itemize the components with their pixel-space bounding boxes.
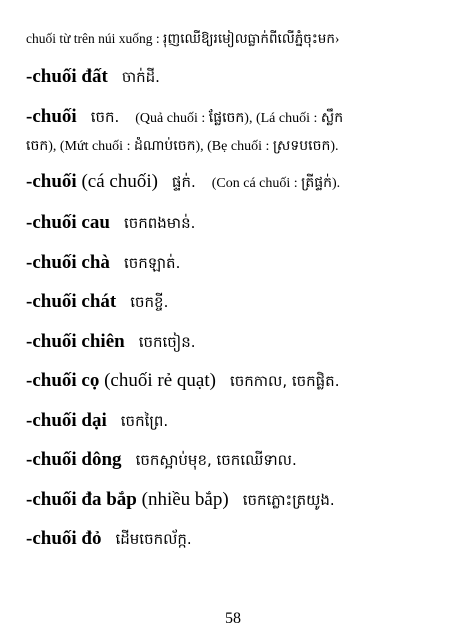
entry-chuoi-cau (26, 212, 450, 234)
example-note: ចេក), (Mứt chuối : ដំណាប់ចេក), (Bẹ chuối : ស្រទបចេក). (26, 138, 339, 154)
entry-continuation (26, 137, 450, 157)
translation: ចេកស្អាប់មុខ, ចេកឈើទាល. (135, 451, 297, 469)
headword: -chuối cọ (26, 370, 100, 391)
headword-variant: (chuối rẻ quạt) (104, 370, 216, 391)
entry-text: chuối từ trên núi xuống : រុញឈើឱ្យរមៀលធ្លាក់ពីលើភ្នំចុះមក› (26, 31, 340, 46)
translation: ចេកខ្ចី. (130, 293, 169, 311)
entry-chuoi-cha (26, 252, 450, 274)
headword: -chuối chát (26, 291, 117, 312)
headword: -chuối chiên (26, 330, 125, 352)
headword: -chuối chà (26, 251, 110, 273)
headword: -chuối đỏ (26, 528, 102, 549)
translation: ដើមចេកល័ក្ក. (115, 530, 192, 548)
continuation-line (26, 30, 450, 48)
headword-variant: (cá chuối) (81, 170, 158, 192)
example-note: (Quả chuối : ផ្លែចេក), (Lá chuối : ស្លឹក (135, 110, 344, 126)
entry-chuoi-dong (26, 449, 450, 471)
headword: -chuối đất (26, 66, 108, 87)
headword: -chuối (26, 105, 77, 127)
translation: ចាក់ដី. (121, 68, 160, 86)
headword: -chuối dại (26, 409, 107, 431)
translation: ផ្ទក់. (171, 172, 196, 191)
headword-variant: (nhiều bắp) (141, 488, 229, 510)
translation: ចេកពងមាន់. (123, 214, 196, 232)
translation: ចេក. (90, 107, 120, 126)
translation: ចេកឡាត់. (123, 253, 181, 272)
headword: -chuối cau (26, 212, 110, 233)
page-number: 58 (225, 610, 241, 627)
translation: ចេកកាល, ចេកផ្លិត. (229, 372, 340, 390)
entry-chuoi-ca-chuoi (26, 171, 450, 195)
translation: ចេកព្រៃ. (120, 411, 169, 430)
headword: -chuối dông (26, 449, 122, 470)
entry-chuoi-dat (26, 66, 450, 88)
entry-chuoi (26, 106, 450, 130)
entry-chuoi-do (26, 528, 450, 550)
entry-chuoi-chien (26, 331, 450, 353)
entry-chuoi-co (26, 370, 450, 392)
entry-chuoi-da-bap (26, 489, 450, 511)
example-note: (Con cá chuối : ត្រីផ្ទក់). (211, 175, 341, 191)
entry-chuoi-chat (26, 291, 450, 313)
translation: ចេកភ្លោះត្រយូង. (242, 490, 335, 509)
headword: -chuối (26, 170, 77, 192)
entry-chuoi-dai (26, 410, 450, 432)
headword: -chuối đa bắp (26, 488, 137, 510)
translation: ចេកចៀន. (138, 332, 196, 351)
